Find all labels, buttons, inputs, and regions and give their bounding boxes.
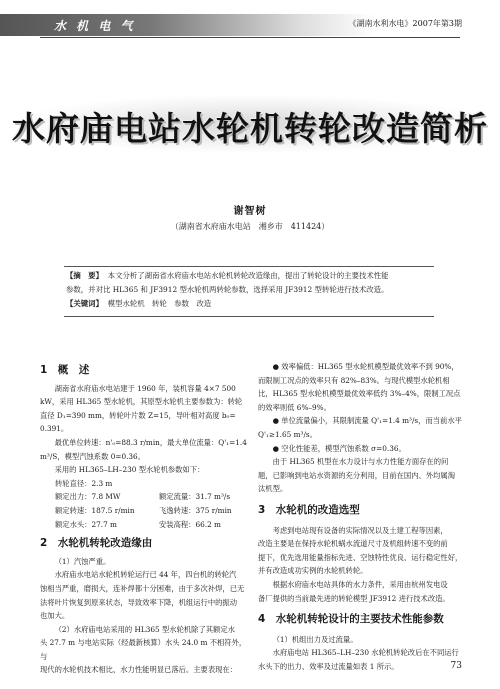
- abstract: [66, 269, 426, 311]
- s3-p1-l3: 提下，优先选用能量指标先进、空蚀特性优良、运行稳定性好，: [258, 552, 463, 562]
- section-1-heading: 1 概 述: [40, 364, 90, 376]
- s3-p1-l4: 并有改造成功实例的水轮机转轮。: [258, 566, 368, 576]
- section-2-heading: 2 水轮机转轮改造缘由: [40, 537, 153, 550]
- section-4-heading: 4 水轮机转轮设计的主要技术性能参数: [258, 613, 444, 626]
- bullet-efficiency-l4: 的效率则低 6%–9%。: [258, 402, 331, 412]
- s3-p2-l2: 备厂提供的当前最先进的转轮模型 JF3912 进行技术改造。: [258, 593, 450, 603]
- section-3-heading: 3 水轮机的改造选型: [258, 503, 360, 516]
- page-number: 73: [450, 661, 462, 671]
- abstract-top-rule: [64, 266, 434, 267]
- s4-p1-l1: 水府庙电站 HL365–LH–230 水轮机转轮改后在不同运行: [272, 648, 459, 658]
- affiliation: （湖南省水府庙水电站 湘乡市 411424）: [170, 222, 330, 231]
- bullet-cavitation: ● 空化性能差，模型汽蚀系数 σ=0.36。: [272, 443, 406, 453]
- param-cell: 额定转速：187.5 r/min: [55, 505, 135, 515]
- bullet-flow-l1: ● 单位流量偏小，其限制流量 Q'₁=1.4 m³/s，而当前水平: [272, 416, 462, 426]
- r-p1-l1: 由于 HL365 机型在水力设计与水力性能方面存在的问: [272, 457, 449, 467]
- header-rule: [40, 37, 460, 38]
- param-cell: 额定流量：31.7 m³/s: [159, 492, 231, 502]
- abstract-bottom-rule: [64, 316, 434, 317]
- s1-p2-l1: 最优单位转速：n'₀=88.3 r/min，最大单位流量：Q'₁=1.4: [54, 437, 247, 447]
- r-p1-l3: 汰机型。: [258, 484, 288, 494]
- s2-sub1: （1）汽蚀严重。: [54, 556, 111, 566]
- s1-p1-l4: 0.391。: [40, 424, 69, 434]
- params-row: [55, 490, 232, 504]
- s2-p1-l4: 也加大。: [40, 611, 70, 621]
- section-label: 水 机 电 气: [54, 19, 136, 33]
- param-cell: 安装高程：66.2 m: [159, 519, 221, 529]
- article-title: 水府庙电站水轮机转轮改造简析: [12, 109, 488, 148]
- s1-p1-l3: 直径 D₁=390 mm，转轮叶片数 Z=15，导叶相对高度 b₀=: [40, 410, 236, 420]
- bullet-efficiency-l2: 而限制工况点的效率只有 82%–83%。与现代模型水轮机相: [258, 375, 450, 385]
- journal-issue: 《湖南水利水电》2007年第3期: [348, 19, 462, 28]
- keywords: 模型水轮机 转轮 参数 改造: [107, 299, 212, 308]
- s4-p1-l2: 水头下的出力、效率及过流量如表 1 所示。: [258, 661, 399, 671]
- abstract-tag: 【摘 要】: [66, 271, 103, 280]
- r-p1-l2: 题，已影响到电站水资源的充分利用，目前在国内、外均属淘: [258, 470, 456, 480]
- s2-p1-l1: 水府庙水电站水轮机转轮运行已 44 年，四台机的转轮汽: [54, 570, 237, 580]
- bullet-efficiency-l3: 比，HL365 型水轮机模型最优效率低约 3%–4%，限制工况点: [258, 389, 461, 399]
- abstract-line-2: 参数，并对比 HL365 和 JF3912 型水轮机两转轮参数，选择采用 JF3912 型转轮进行技术改造。: [66, 285, 389, 294]
- s2-p1-l2: 蚀相当严重，磨损大，连补焊都十分困难，由于多次补焊，已无: [40, 583, 245, 593]
- param-cell: 飞逸转速：375 r/min: [159, 505, 232, 515]
- param-cell: 额定水头：27.7 m: [55, 519, 117, 529]
- s2-p2-l1: 头 27.7 m 与电站实际（经最新核算）水头 24.0 m 不相符外，与: [40, 638, 247, 661]
- left-column: [40, 364, 250, 677]
- param-cell: 转轮直径：2.3 m: [55, 478, 113, 488]
- author: 谢智树: [233, 206, 267, 217]
- params-row: [55, 504, 232, 518]
- s2-p1-l3: 法将叶片恢复到原来状态，导致效率下降，机组运行中的振动: [40, 597, 238, 607]
- abstract-line-1: 本文分析了湖南省水府庙水电站水轮机转轮改造缘由，提出了转轮设计的主要技术性能: [107, 271, 389, 280]
- bullet-flow-l2: Q'₁≥1.65 m³/s。: [258, 429, 317, 439]
- s1-p1-l2: kW，采用 HL365 型水轮机，其原型水轮机主要参数为：转轮: [40, 397, 243, 407]
- s2-sub2: （2）水府庙电站采用的 HL365 型水轮机除了其额定水: [54, 624, 235, 634]
- keywords-tag: 【关键词】: [66, 299, 103, 308]
- s2-p2-l2: 现代的水轮机技术相比，水力性能明显已落后。主要表现在：: [40, 665, 238, 675]
- s3-p2-l1: 根据水府庙水电站具体的水力条件，采用由杭州发电设: [272, 579, 448, 589]
- s1-p2-l2: m³/S，模型汽蚀系数 0=0.36。: [40, 451, 145, 461]
- bullet-efficiency-l1: ● 效率偏低：HL365 型水轮机模型最优效率不到 90%，: [272, 362, 459, 371]
- s1-p1-l1: 湖南省水府庙水电站建于 1960 年，装机容量 4×7 500: [54, 383, 236, 393]
- s3-p1-l1: 考虑到电站现有设备的实际情况以及土建工程等因素，: [272, 525, 448, 535]
- right-column: [258, 360, 468, 673]
- s3-p1-l2: 改造主要是在保持水轮机蜗水流道尺寸及机组转速不变的前: [258, 539, 448, 549]
- params-row: [55, 477, 232, 491]
- param-cell: [159, 477, 232, 491]
- s1-p3: 采用的 HL365–LH–230 型水轮机参数如下：: [54, 465, 205, 475]
- turbine-params-table: [55, 477, 232, 531]
- param-cell: 额定出力：7.8 MW: [55, 492, 121, 502]
- s4-sub1: （1）机组出力及过流量。: [272, 634, 358, 644]
- params-row: [55, 518, 232, 532]
